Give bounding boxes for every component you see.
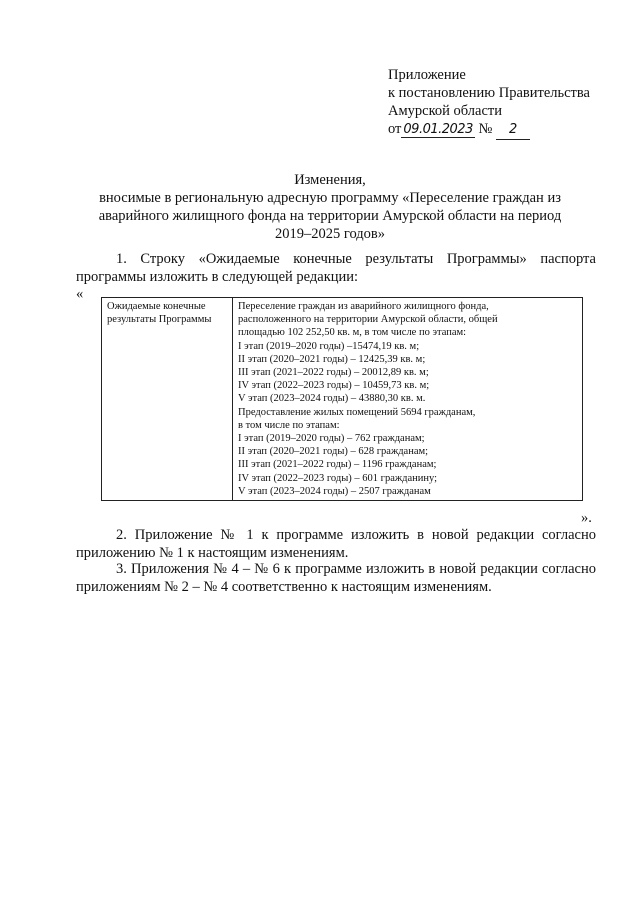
closing-quote: ». [581,510,592,526]
value-line: V этап (2023–2024 годы) – 2507 гражданам [238,485,431,497]
value-line: площадью 102 252,50 кв. м, в том числе по этапам: [238,327,467,339]
appendix-header [388,66,590,140]
paragraph-3-text: 3. Приложения № 4 – № 6 к программе изложить в новой редакции согласно приложениям № 2 – № 4 соответственно к настоящим изменениям. [76,561,596,595]
paragraph-1 [76,250,596,286]
value-line: II этап (2020–2021 годы) – 628 гражданам; [238,446,429,458]
title-line-2: вносимые в региональную адресную программу «Переселение граждан из [99,190,561,206]
value-line: IV этап (2022–2023 годы) – 10459,73 кв. м; [238,380,430,392]
appendix-region: Амурской области [388,103,502,119]
paragraph-2 [76,526,596,562]
paragraph-1-text: 1. Строку «Ожидаемые конечные результаты Программы» паспорта программы изложить в следующей редакции: [76,251,596,285]
date-prefix: от [388,121,402,137]
title-line-1: Изменения, [294,172,366,188]
appendix-date-line [388,120,590,140]
value-line: расположенного на территории Амурской области, общей [238,314,498,326]
appendix-label: Приложение [388,67,466,83]
value-line: V этап (2023–2024 годы) – 43880,30 кв. м. [238,393,426,405]
document-title [60,171,600,243]
value-line: III этап (2021–2022 годы) – 1196 гражданам; [238,459,437,471]
value-line: IV этап (2022–2023 годы) – 601 гражданину; [238,472,437,484]
value-line: I этап (2019–2020 годы) –15474,19 кв. м; [238,340,420,352]
row-value-cell [233,298,583,501]
value-line: I этап (2019–2020 годы) – 762 гражданам; [238,433,425,445]
handwritten-number: 2 [496,121,530,140]
title-line-4: 2019–2025 годов» [274,226,386,242]
value-line: II этап (2020–2021 годы) – 12425,39 кв. м; [238,353,426,365]
title-line-3: аварийного жилищного фонда на территории Амурской области на период [98,208,562,224]
paragraph-3 [76,560,596,596]
value-line: III этап (2021–2022 годы) – 20012,89 кв. м; [238,367,429,379]
table-row [102,298,583,501]
opening-quote: « [76,286,84,302]
value-line: в том числе по этапам: [238,419,340,431]
row-label-cell: Ожидаемые конечные результаты Программы [102,298,233,501]
value-line: Предоставление жилых помещений 5694 гражданам, [238,406,476,418]
handwritten-date: 09.01.2023 [403,122,473,137]
number-prefix: № [478,121,493,137]
appendix-decree-ref: к постановлению Правительства [388,85,590,101]
paragraph-2-text: 2. Приложение № 1 к программе изложить в новой редакции согласно приложению № 1 к настоящим изменениям. [76,527,596,561]
results-table [101,297,583,501]
value-line: Переселение граждан из аварийного жилищного фонда, [238,301,489,312]
